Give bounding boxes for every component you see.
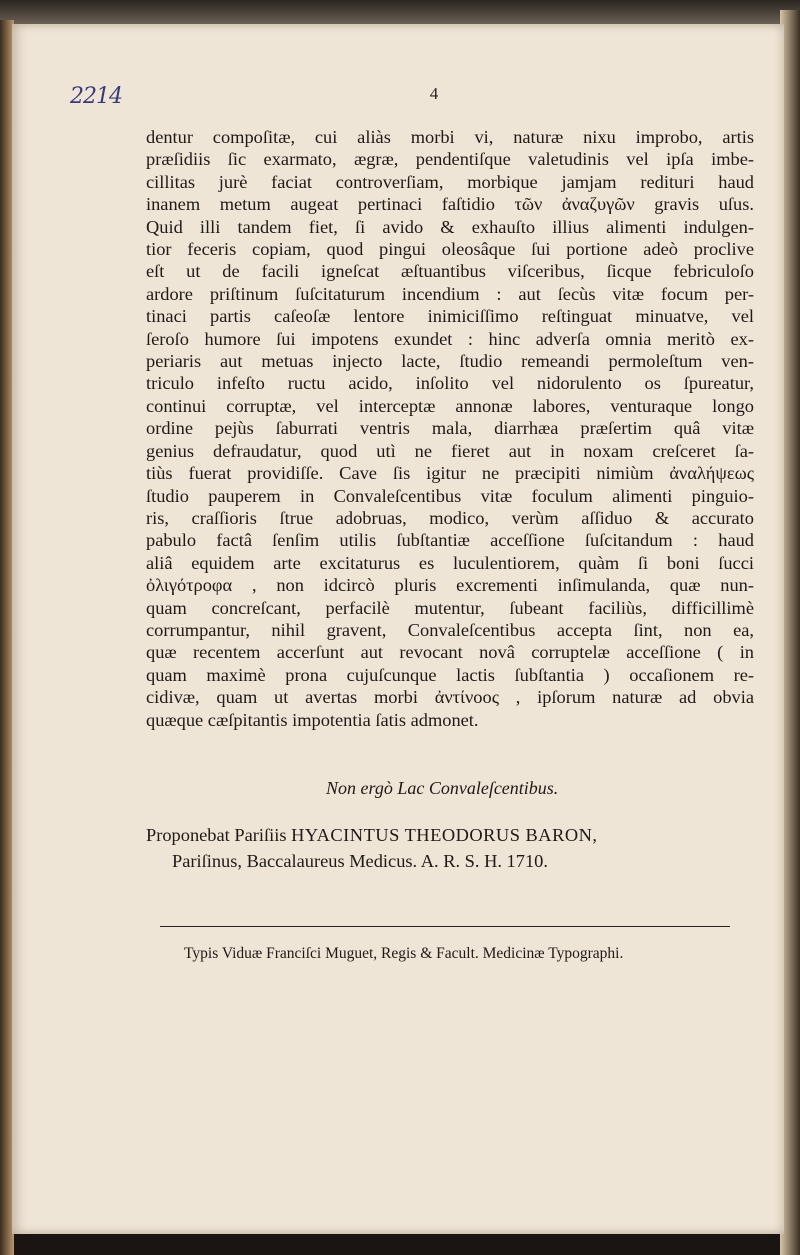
body-paragraph bbox=[146, 126, 754, 731]
text-line: quam concreſcant, perfacilè mutentur, ſubeant faciliùs, difficillimè bbox=[146, 597, 754, 618]
text-line: quæque cæſpitantis impotentia ſatis admonet. bbox=[146, 709, 479, 730]
text-line: genius defraudatur, quod utì ne fieret aut in noxam creſceret ſa- bbox=[146, 440, 754, 461]
text-line: quæ recentem accerſunt aut revocant novâ corruptelæ acceſſione ( in bbox=[146, 642, 754, 663]
text-line: pabulo factâ ſenſim utilis ſubſtantiæ acceſſione ſuſcitandum : haud bbox=[146, 530, 754, 551]
text-line: tiùs fuerat providiſſe. Cave ſis igitur ne præcipiti nimiùm ἀναλήψεως bbox=[146, 463, 754, 484]
text-line: ardore priſtinum ſuſcitaturum incendium : aut ſecùs vitæ focum per- bbox=[146, 283, 754, 304]
text-line: ris, craſſioris ſtrue adobruas, modico, verùm aſſiduo & accurato bbox=[146, 507, 754, 528]
text-line: inanem metum augeat pertinaci faſtidio τῶν ἀναζυγῶν gravis uſus. bbox=[146, 194, 754, 215]
text-line: aliâ equidem arte excitaturus es luculentiorem, quàm ſi boni ſucci bbox=[146, 552, 754, 573]
handwritten-margin-note: 2214 bbox=[70, 84, 122, 109]
text-line: triculo infeſto ructu acido, inſolito vel nidorulento os ſpureatur, bbox=[146, 373, 754, 394]
proponent-prefix: Proponebat Pariſiis bbox=[146, 825, 287, 845]
text-line: ſeroſo humore ſui impotens exundet : hinc adverſa omnia meritò ex- bbox=[146, 328, 754, 349]
text-line: eſt ut de facili igneſcat æſtuantibus viſceribus, ſicque febriculoſo bbox=[146, 261, 754, 282]
text-line: cidivæ, quam ut avertas morbi ἀντίνοος , ipſorum naturæ ad obvia bbox=[146, 687, 754, 708]
page-number: 4 bbox=[429, 84, 439, 103]
text-line: periaris aut metuas injecto lacte, ſtudio remeandi permoleſtum ven- bbox=[146, 351, 754, 372]
text-line: ſtudio pauperem in Convaleſcentibus vitæ foculum alimenti pinguio- bbox=[146, 485, 754, 506]
text-line: cillitas jurè faciat controverſiam, morbique jamjam redituri haud bbox=[146, 171, 754, 192]
text-line: ὀλιγότροφα , non idcircò pluris excrementi inſimulanda, quæ nun- bbox=[146, 575, 754, 596]
thesis-conclusion: Non ergò Lac Convaleſcentibus. bbox=[326, 778, 559, 798]
horizontal-rule bbox=[160, 926, 730, 927]
text-line: corrumpantur, nihil gravent, Convaleſcentibus accepta ſint, non ea, bbox=[146, 619, 754, 640]
imprimatur-block bbox=[146, 822, 766, 874]
proponent-details: Pariſinus, Baccalaureus Medicus. A. R. S. H. 1710. bbox=[172, 851, 548, 871]
text-line: tinaci partis caſeoſæ lentore inimiciſſimo reſtinguat minuatve, vel bbox=[146, 306, 754, 327]
printer-colophon: Typis Viduæ Franciſci Muguet, Regis & Facult. Medicinæ Typographi. bbox=[184, 945, 624, 962]
proponent-line bbox=[146, 822, 766, 848]
text-line: Quid illi tandem fiet, ſi avido & exhauſto illius alimenti indulgen- bbox=[146, 216, 754, 237]
proponent-name: HYACINTUS THEODORUS BARON, bbox=[291, 825, 598, 845]
text-line: quam maximè prona cujuſcunque lactis ſubſtantia ) occaſionem re- bbox=[146, 664, 754, 685]
text-line: continui corruptæ, vel interceptæ annonæ labores, venturaque longo bbox=[146, 395, 754, 416]
text-line: ordine pejùs ſaburrati ventris mala, diarrhæa præſertim quâ vitæ bbox=[146, 418, 754, 439]
text-line: dentur compoſitæ, cui aliàs morbi vi, naturæ nixu improbo, artis bbox=[146, 127, 754, 147]
text-line: tior feceris copiam, quod pingui oleosâque ſui portione adeò proclive bbox=[146, 239, 754, 260]
text-line: præſidiis ſic exarmato, ægræ, pendentiſque valetudinis vel ipſa imbe- bbox=[146, 149, 754, 170]
